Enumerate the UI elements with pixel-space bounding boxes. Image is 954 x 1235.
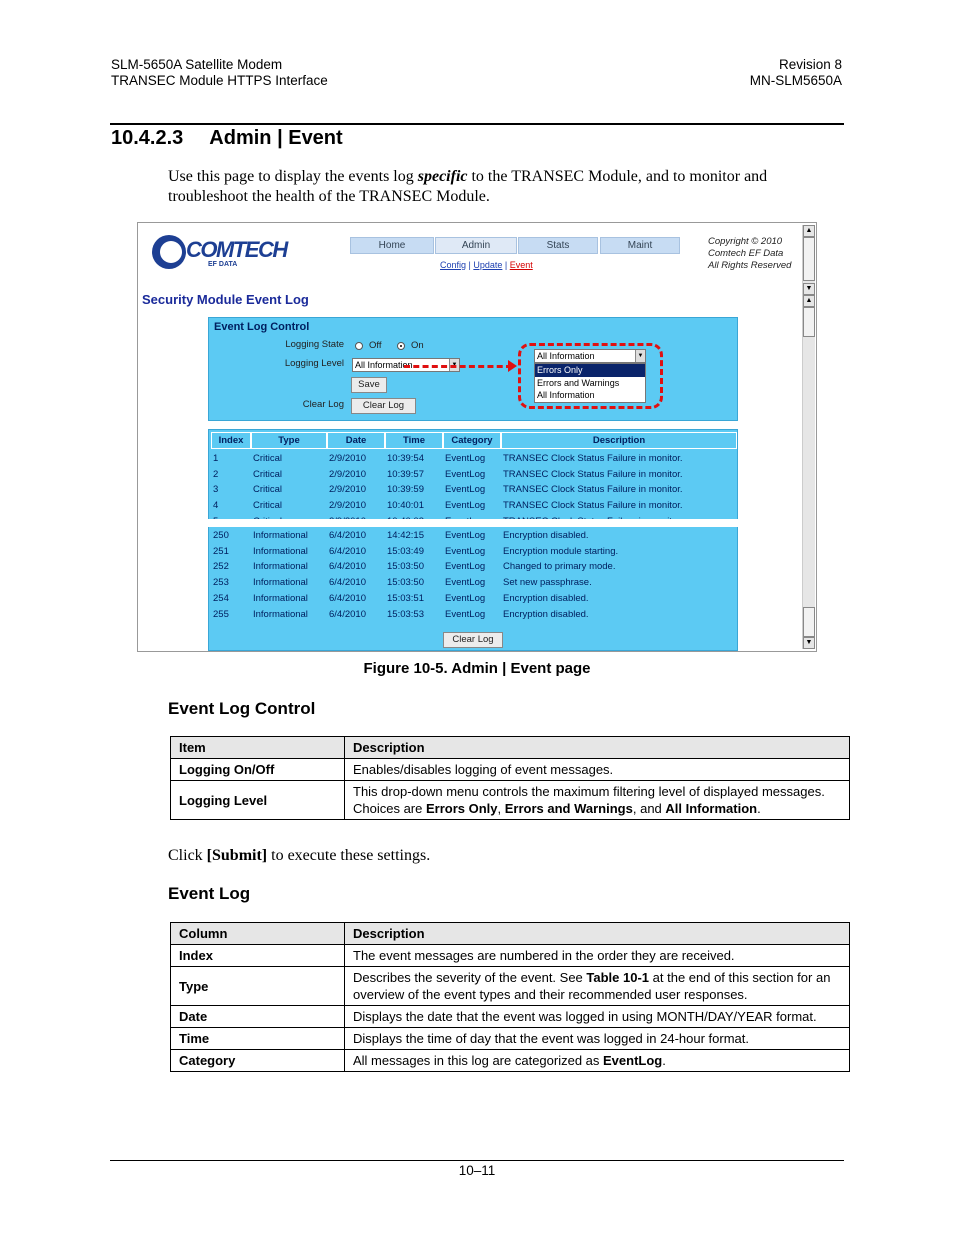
- intro-emphasis: specific: [417, 168, 468, 185]
- cell-item: Logging Level: [171, 781, 345, 820]
- table-row: [171, 1006, 850, 1028]
- event-cell: 10:39:54: [387, 453, 424, 464]
- chevron-down-icon: ▼: [635, 350, 645, 362]
- event-cell: Informational: [253, 530, 308, 541]
- save-button[interactable]: Save: [351, 377, 387, 393]
- link-event[interactable]: Event: [509, 260, 533, 270]
- event-cell: EventLog: [445, 530, 486, 541]
- dropdown-option[interactable]: Errors and Warnings: [537, 377, 620, 388]
- header-subtitle: TRANSEC Module HTTPS Interface: [111, 73, 328, 88]
- submit-note-bold: [Submit]: [206, 847, 268, 864]
- admin-sub-links: Config | Update | Event: [440, 260, 533, 270]
- cell-column: Time: [171, 1028, 345, 1050]
- event-cell: 15:03:50: [387, 577, 424, 589]
- cell-description: [345, 1050, 850, 1072]
- desc-text: .: [662, 1053, 666, 1068]
- event-cell: 2: [213, 468, 219, 480]
- header-right: [750, 57, 842, 89]
- event-cell: 6/4/2010: [329, 530, 366, 541]
- section-number: 10.4.2.3: [111, 127, 184, 149]
- th-item: Item: [171, 737, 345, 759]
- logging-off-radio[interactable]: [355, 342, 363, 350]
- col-type: Type: [251, 432, 327, 449]
- link-update[interactable]: Update: [473, 260, 503, 270]
- event-cell: TRANSEC Clock Status Failure in monitor.: [503, 453, 683, 464]
- event-cell: 3: [213, 484, 219, 496]
- event-cell: 10:39:57: [387, 468, 424, 480]
- event-cell: TRANSEC Clock Status Failure in monitor.: [503, 500, 683, 512]
- footer-rule: [110, 1160, 844, 1161]
- logo-text: COMTECH: [186, 237, 287, 262]
- logo-subtext: EF DATA: [208, 261, 238, 268]
- header-product: SLM-5650A Satellite Modem: [111, 57, 283, 72]
- event-cell: 15:03:51: [387, 592, 424, 604]
- table-row: [171, 945, 850, 967]
- figure-break: [138, 519, 816, 527]
- table-header-row: [171, 737, 850, 759]
- col-date: Date: [327, 432, 385, 449]
- cell-column: Category: [171, 1050, 345, 1072]
- event-cell: TRANSEC Clock Status Failure in monitor.: [503, 468, 683, 480]
- event-cell: 252: [213, 561, 229, 573]
- on-label: On: [411, 340, 424, 351]
- scroll-down-icon[interactable]: ▼: [803, 283, 815, 295]
- col-category: Category: [443, 432, 501, 449]
- figure-caption: Figure 10-5. Admin | Event page: [363, 660, 591, 677]
- event-cell: Encryption module starting.: [503, 545, 619, 557]
- table-row: [171, 781, 850, 820]
- cell-description: [345, 967, 850, 1006]
- event-cell: 6/4/2010: [329, 561, 366, 573]
- event-log-table: [170, 922, 850, 1072]
- event-cell: 253: [213, 577, 229, 589]
- desc-text: ,: [497, 801, 505, 816]
- event-row: [211, 482, 737, 498]
- dropdown-option[interactable]: All Information: [537, 390, 595, 400]
- cell-description: The event messages are numbered in the order they are received.: [345, 945, 850, 967]
- header-revision: Revision 8: [778, 57, 842, 72]
- event-cell: 6/4/2010: [329, 608, 366, 620]
- cell-description: [345, 781, 850, 820]
- event-cell: TRANSEC Clock Status Failure in monitor.: [503, 484, 683, 496]
- dropdown-callout-select[interactable]: [534, 349, 646, 363]
- event-cell: 6/4/2010: [329, 545, 366, 557]
- event-cell: 10:40:01: [387, 500, 424, 512]
- logo-swirl-icon: [152, 235, 186, 269]
- intro-paragraph: [168, 167, 828, 207]
- intro-text-2: to the TRANSEC Module, and to monitor and troubleshoot the health of the TRANSEC Module.: [168, 168, 768, 205]
- event-row: [211, 575, 737, 591]
- event-cell: 2/9/2010: [329, 500, 366, 512]
- dropdown-option[interactable]: Errors Only: [535, 364, 645, 377]
- desc-text: .: [757, 801, 761, 816]
- event-cell: EventLog: [445, 545, 486, 557]
- event-cell: EventLog: [445, 608, 486, 620]
- desc-bold: Table 10-1: [586, 970, 650, 985]
- event-cell: 15:03:53: [387, 608, 424, 620]
- event-cell: 4: [213, 500, 219, 512]
- event-log-heading: Event Log: [168, 884, 251, 903]
- table-row: [171, 1028, 850, 1050]
- tab-stats[interactable]: Stats: [518, 237, 598, 254]
- admin-event-screenshot: [137, 222, 817, 652]
- page-title: Security Module Event Log: [142, 292, 309, 307]
- control-heading: Event Log Control: [168, 699, 316, 718]
- desc-bold: EventLog: [603, 1053, 663, 1068]
- event-cell: EventLog: [445, 577, 486, 589]
- table-row: [171, 1050, 850, 1072]
- scroll-up-icon[interactable]: ▲: [803, 295, 815, 307]
- event-cell: Encryption disabled.: [503, 530, 589, 541]
- event-row: [211, 498, 737, 514]
- event-row: [211, 591, 737, 607]
- event-cell: 255: [213, 608, 229, 620]
- control-table: [170, 736, 850, 820]
- desc-line: This drop-down menu controls the maximum filtering level of displayed messages.: [353, 784, 825, 799]
- event-cell: 14:42:15: [387, 530, 424, 541]
- event-cell: Encryption disabled.: [503, 608, 589, 620]
- clear-log-bottom-button[interactable]: Clear Log: [443, 632, 503, 648]
- event-row: [211, 544, 737, 560]
- desc-option: Errors Only: [425, 801, 498, 816]
- event-cell: 251: [213, 545, 229, 557]
- cell-description: Displays the date that the event was logged in using MONTH/DAY/YEAR format.: [345, 1006, 850, 1028]
- th-description: Description: [345, 737, 850, 759]
- logging-state-label: Logging State: [285, 339, 344, 350]
- col-time: Time: [385, 432, 443, 449]
- cell-column: Date: [171, 1006, 345, 1028]
- event-cell: 15:03:49: [387, 545, 424, 557]
- event-cell: 15:03:50: [387, 561, 424, 573]
- scroll-thumb[interactable]: [803, 307, 815, 337]
- page-number: 10–11: [458, 1163, 496, 1178]
- event-cell: 250: [213, 530, 229, 541]
- chevron-down-icon: ▼: [449, 359, 459, 371]
- tab-admin[interactable]: Admin: [435, 237, 517, 254]
- event-cell: EventLog: [445, 561, 486, 573]
- event-cell: Set new passphrase.: [503, 577, 592, 589]
- event-cell: 6/4/2010: [329, 592, 366, 604]
- event-cell: Critical: [253, 484, 283, 496]
- callout-dashed-line: [404, 365, 512, 368]
- desc-option: Errors and Warnings: [504, 801, 633, 816]
- event-cell: Changed to primary mode.: [503, 561, 616, 573]
- desc-text: All messages in this log are categorized as: [353, 1053, 604, 1068]
- desc-text: at the end of this section for an overview of the event types and their recommended user responses.: [353, 970, 831, 1002]
- copyright-line: Copyright © 2010: [708, 236, 783, 247]
- tab-maint[interactable]: Maint: [600, 237, 680, 254]
- event-cell: EventLog: [445, 468, 486, 480]
- event-cell: 2/9/2010: [329, 484, 366, 496]
- control-panel-title: Event Log Control: [214, 321, 310, 333]
- link-config[interactable]: Config: [440, 260, 467, 270]
- table-row: [171, 967, 850, 1006]
- event-row: [211, 451, 737, 467]
- scroll-down-icon[interactable]: ▼: [803, 637, 815, 649]
- event-row: [211, 528, 737, 544]
- event-cell: Encryption disabled.: [503, 592, 589, 604]
- col-index: Index: [211, 432, 251, 449]
- logging-level-value: All Information: [355, 360, 413, 370]
- event-cell: Informational: [253, 608, 308, 620]
- header-left: [111, 57, 328, 89]
- event-cell: 254: [213, 592, 229, 604]
- copyright-line: Comtech EF Data: [708, 248, 784, 259]
- event-cell: EventLog: [445, 453, 486, 464]
- scroll-thumb[interactable]: [803, 237, 815, 281]
- submit-note-text: to execute these settings.: [267, 847, 431, 864]
- scroll-up-icon[interactable]: ▲: [803, 225, 815, 237]
- clear-log-button[interactable]: Clear Log: [351, 398, 416, 414]
- event-cell: 1: [213, 453, 219, 464]
- desc-text: , and: [632, 801, 666, 816]
- section-heading: [111, 127, 343, 150]
- logging-level-label: Logging Level: [284, 358, 344, 369]
- table-row: [171, 759, 850, 781]
- event-cell: 10:39:59: [387, 484, 424, 496]
- event-log-table-panel: [208, 429, 738, 651]
- copyright-line: All Rights Reserved: [708, 260, 792, 271]
- event-cell: Critical: [253, 468, 283, 480]
- col-description: Description: [501, 432, 737, 449]
- dropdown-options-list: [534, 363, 646, 403]
- comtech-logo: [150, 233, 310, 273]
- clear-log-label: Clear Log: [302, 399, 344, 410]
- event-cell: EventLog: [445, 592, 486, 604]
- event-table-header: [211, 432, 737, 449]
- event-cell: Informational: [253, 577, 308, 589]
- desc-text: Choices are: [353, 801, 426, 816]
- callout-arrow-icon: [508, 360, 517, 372]
- event-cell: 6/4/2010: [329, 577, 366, 589]
- event-cell: 2/9/2010: [329, 453, 366, 464]
- event-cell: 2/9/2010: [329, 468, 366, 480]
- event-cell: EventLog: [445, 484, 486, 496]
- event-cell: Critical: [253, 453, 283, 464]
- submit-note-text: Click: [168, 847, 207, 864]
- table-header-row: [171, 923, 850, 945]
- th-description: Description: [345, 923, 850, 945]
- event-cell: Informational: [253, 545, 308, 557]
- off-label: Off: [369, 340, 382, 351]
- intro-text-1: Use this page to display the events log: [168, 168, 418, 185]
- section-title: Admin | Event: [209, 127, 343, 149]
- event-cell: EventLog: [445, 500, 486, 512]
- event-cell: Critical: [253, 500, 283, 512]
- event-row: [211, 607, 737, 623]
- dropdown-selected-value: All Information: [537, 351, 595, 361]
- cell-column: Index: [171, 945, 345, 967]
- logging-on-radio[interactable]: [397, 342, 405, 350]
- cell-item: Logging On/Off: [171, 759, 345, 781]
- event-row: [211, 467, 737, 483]
- header-doc-number: MN-SLM5650A: [749, 73, 842, 88]
- event-cell: Informational: [253, 592, 308, 604]
- event-row: [211, 559, 737, 575]
- th-column: Column: [171, 923, 345, 945]
- cell-description: Displays the time of day that the event was logged in 24-hour format.: [345, 1028, 850, 1050]
- copyright-notice: [708, 236, 791, 272]
- scrollbar[interactable]: [802, 225, 815, 649]
- submit-note: [168, 846, 430, 866]
- desc-text: Describes the severity of the event. See: [353, 970, 587, 985]
- desc-option: All Information: [665, 801, 758, 816]
- cell-description: Enables/disables logging of event messages.: [345, 759, 850, 781]
- header-rule: [110, 123, 844, 125]
- tab-home[interactable]: Home: [350, 237, 434, 254]
- cell-column: Type: [171, 967, 345, 1006]
- event-cell: Informational: [253, 561, 308, 573]
- scroll-thumb[interactable]: [803, 607, 815, 637]
